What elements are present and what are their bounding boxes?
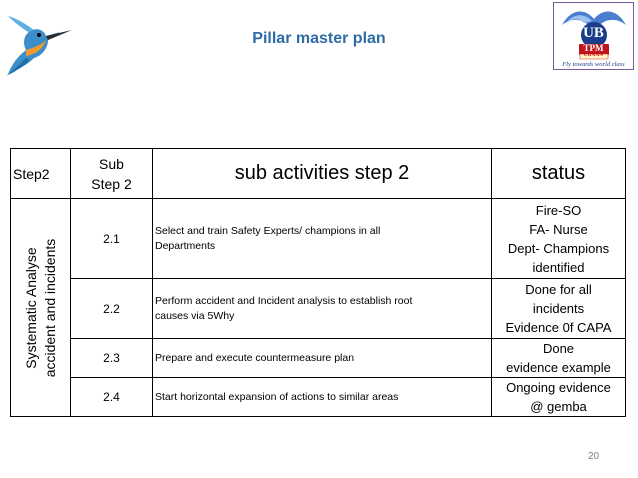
activity-line: Select and train Safety Experts/ champions in all [155,224,381,237]
step-number: 2.1 [71,199,153,279]
status-line: Dept- Champions [507,240,610,256]
table-row [11,279,626,339]
status-line: Ongoing evidence [506,380,611,395]
status-cell [492,339,626,378]
pillar-plan-table [10,148,626,417]
header-sub-step [71,149,153,199]
status-line: Done for all [525,282,592,297]
table-header-row [11,149,626,199]
status-line: Fire-SO [535,202,582,218]
status-cell [492,378,626,417]
udaan-text: UDAAN [583,53,604,58]
header-step: Step2 [11,149,71,199]
status-cell [492,199,626,279]
ub-tpm-logo [553,2,634,70]
status-line: @ gemba [530,399,587,414]
activity-line: Departments [155,239,216,252]
step-number: 2.2 [71,279,153,339]
table-row [11,339,626,378]
activity-line: Prepare and execute countermeasure plan [155,351,355,364]
ub-letters: UB [583,25,604,41]
side-label-line2: accident and incidents [41,238,58,377]
side-label-line1: Systematic Analyse [22,246,39,369]
activity-line: causes via 5Why [155,309,235,322]
status-line: incidents [532,301,585,316]
activity-cell [153,199,492,279]
header-sub-step-line2: Step 2 [91,175,132,192]
status-line: identified [532,259,585,275]
activity-line: Perform accident and Incident analysis to establish root [155,294,413,307]
status-cell [492,279,626,339]
slide-title: Pillar master plan [252,30,386,47]
table-row [11,199,626,279]
tpm-text: TPM [583,43,604,53]
activity-cell [153,339,492,378]
step-number: 2.4 [71,378,153,417]
status-line: FA- Nurse [529,221,588,237]
side-label-cell [11,199,71,417]
table-row [11,378,626,417]
header-status: status [492,149,626,199]
header-sub-step-line1: Sub [99,155,124,172]
status-line: Evidence 0f CAPA [505,320,612,335]
side-label [22,208,60,408]
header-activities: sub activities step 2 [153,149,492,199]
step-number: 2.3 [71,339,153,378]
status-line: Done [542,341,575,356]
status-line: evidence example [506,360,611,375]
activity-line: Start horizontal expansion of actions to similar areas [155,390,399,403]
activity-cell [153,378,492,417]
page-number: 20 [588,451,600,462]
logo-tagline: Fly towards world class [562,61,625,68]
activity-cell [153,279,492,339]
